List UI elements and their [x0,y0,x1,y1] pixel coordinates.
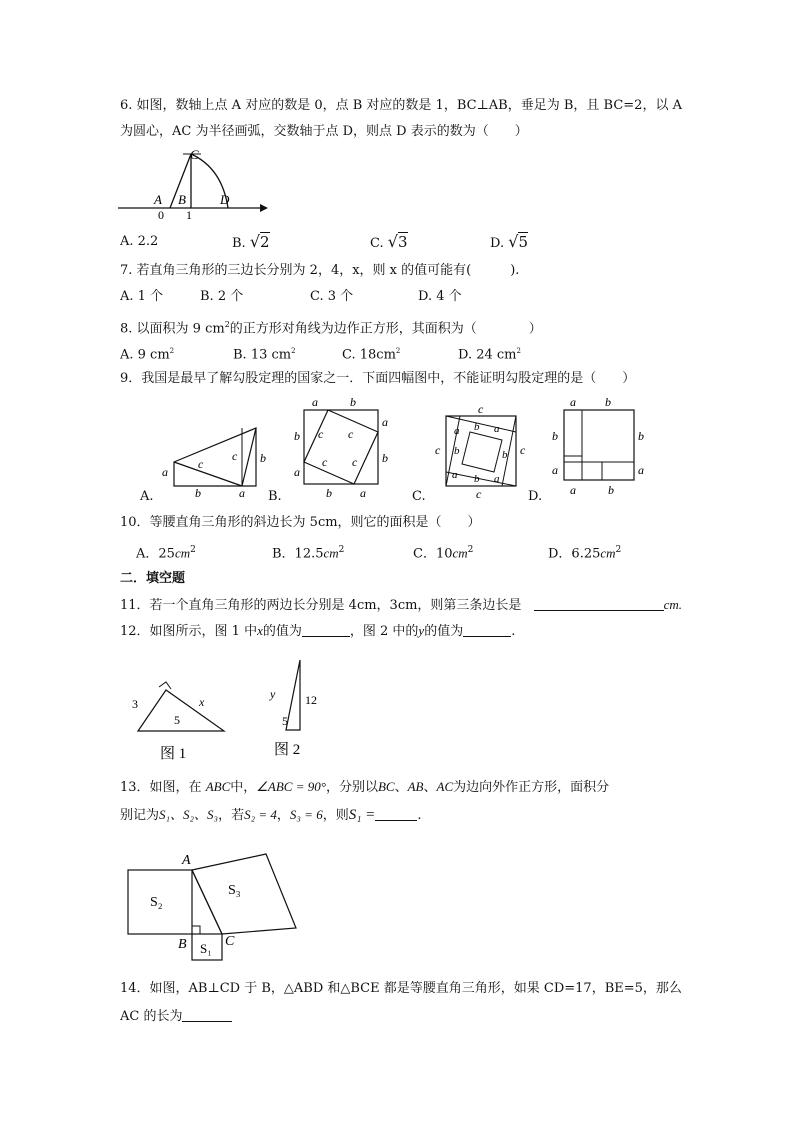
q10-option-c[interactable] [413,541,473,563]
q13-label-S1: S₁ [200,941,212,956]
q12-fig1-label-x: x [199,695,205,709]
q9c-label-c-bottom: c [476,487,482,501]
q13-l1-k: 为边向外作正方形，面积分 [453,780,610,795]
q13-label-S3: S₃ [228,883,241,898]
q13-l1-i: 、 [423,780,437,795]
q9a-label-b2: b [195,486,201,500]
q6-option-c-label: C. [370,236,384,251]
q12-stem [120,622,515,641]
q9b-label-b-bottom: b [326,486,332,500]
q12-fig1-label-3: 3 [132,697,138,711]
q13-l1-h: AB [407,779,424,794]
q6-sqrt-sign: √ [249,232,261,251]
q9c-label-b4: b [474,473,480,485]
q9b-label-a-top: a [312,395,318,409]
q9a-label-a2: a [239,486,245,500]
q9a-label-b1: b [260,451,266,465]
q9c-label-a3: a [452,469,458,481]
q12-fig2-caption: 图 2 [274,742,301,758]
section-2-title: 二．填空题 [120,571,186,586]
q13-l2-f: S₃ = 6 [289,807,323,822]
q9d-label-a-top: a [570,395,576,409]
q10-stem: 10．等腰直角三角形的斜边长为 5cm，则它的面积是（ ） [120,515,481,530]
q8-option-a-sup: 2 [169,347,175,355]
q6-sqrt-sign: √ [508,232,519,251]
q6-option-c[interactable] [370,233,408,253]
q8-option-a[interactable] [120,342,174,364]
q12-answer-blank-1[interactable] [302,622,350,637]
q8-option-c-sup: 2 [395,347,401,355]
q13-l2-d: S₂ = 4 [244,807,277,822]
q13-stem-line2 [120,806,421,825]
q8-stem [120,316,542,338]
q9d-label-a-bottom: a [570,483,576,497]
q14-stem-line2 [120,1007,232,1026]
q6-radicand-5: 5 [518,233,528,251]
q13-l1-e: ，分别以 [325,780,378,795]
q9b-label-b-left: b [294,429,300,443]
q6-label-C: C [190,147,199,162]
q9-figure-a [160,420,270,498]
q6-tick-1: 1 [186,208,192,222]
q10-option-d[interactable] [548,541,621,563]
q7-option-c[interactable]: C. 3 个 [310,289,354,304]
q12-figure-2 [262,656,332,761]
q13-l2-g: ，则 [322,808,349,823]
q13-label-B: B [178,937,187,952]
q9b-label-c4: c [352,455,358,469]
q9a-label-c2: c [232,449,238,463]
q13-l1-b: ABC [205,779,231,794]
q10-option-b-label: B．12.5 [272,546,324,562]
q13-stem-line1 [120,778,609,797]
q10-option-a-sup: 2 [190,545,196,555]
q9c-label-c-top: c [478,402,484,416]
q13-l1-d: ∠ABC = 90° [256,779,326,794]
q10-option-a-label: A．25 [136,546,175,562]
q9c-label-b3: b [502,449,508,461]
q9-option-d[interactable]: D. [528,489,543,504]
q6-number-line-figure [118,148,268,220]
q9b-label-c1: c [318,427,324,441]
q8-option-b[interactable] [233,342,296,364]
q13-label-A: A [182,853,191,868]
q10-option-d-label: D．6.25 [548,546,601,562]
q7-option-d[interactable]: D. 4 个 [418,289,462,304]
q10-option-c-label: C．10 [413,546,453,562]
q13-l2-a: 别记为 [120,808,160,823]
q13-l2-e: ， [276,808,290,823]
q9d-label-b-left: b [552,429,558,443]
q12-answer-blank-2[interactable] [463,622,511,637]
q9-option-c[interactable]: C. [412,489,426,504]
q13-figure [124,850,304,965]
q11-unit: cm. [663,597,682,612]
q11-stem [120,596,682,615]
q9c-label-b1: b [474,421,480,433]
q6-sqrt-sign: √ [387,232,398,251]
q13-l2-b: S₁、S₂、S₃ [159,807,219,822]
q9c-label-c-right: c [520,443,526,457]
q13-l1-g: 、 [394,780,408,795]
q9-figure-c [432,402,532,502]
q13-l2-h: S₁ = [348,807,376,823]
q12-figure-1 [126,682,236,762]
q9c-label-a2: a [494,423,500,435]
q6-option-b[interactable] [232,233,270,253]
q9-figure-d [550,394,650,498]
q9-figure-b [292,394,392,502]
q9b-label-c2: c [348,427,354,441]
q13-l2-c: ，若 [218,808,245,823]
q6-label-A: A [154,192,162,207]
q14-answer-blank[interactable] [182,1007,232,1022]
q10-option-a[interactable] [136,541,196,563]
q12-fig2-label-5: 5 [282,714,288,728]
q10-option-d-sup: 2 [615,545,622,555]
q10-option-c-unit: cm [452,545,468,561]
q9d-label-a-right: a [638,463,644,477]
q9b-label-a-bottom: a [360,486,366,500]
q6-stem-line2: 为圆心，AC 为半径画弧，交数轴于点 D，则点 D 表示的数为（ ） [120,124,528,139]
q6-option-d-label: D. [490,236,505,251]
q12-fig2-label-12: 12 [305,693,317,707]
q8-option-c-label: C. 18cm [342,347,396,363]
q8-option-d-sup: 2 [516,347,521,355]
q9b-label-b-top: b [350,395,356,409]
q12-end: . [511,624,516,639]
q13-l1-f: BC [377,779,395,794]
q9b-label-a-left: a [294,465,300,479]
q9a-label-a: a [162,465,168,479]
q10-option-b-unit: cm [323,545,339,561]
q12-part3: ，图 2 中的 [349,624,419,639]
q6-tick-0: 0 [158,208,164,222]
q12-part2: 的值为 [262,624,302,639]
q12-part4: 的值为 [424,624,464,639]
q13-answer-blank[interactable] [375,806,417,821]
q12-var-x: x [257,623,263,638]
q6-label-D: D [220,192,230,207]
q8-option-d-label: D. 24 cm [458,347,517,363]
q11-answer-blank[interactable] [534,596,664,611]
q13-l1-a: 13．如图，在 [120,780,202,795]
q9c-label-c-left: c [435,443,441,457]
q9c-label-b2: b [454,445,460,457]
q6-radicand-2: 2 [260,233,270,251]
q12-var-y: y [418,623,425,638]
q13-label-S2: S₂ [150,895,163,910]
q6-option-b-label: B. [232,236,246,251]
q12-fig2-label-y: y [270,687,276,701]
q9a-label-c1: c [198,457,204,471]
q8-option-d[interactable] [458,342,521,364]
q8-stem-sup: 2 [224,320,230,329]
q6-option-a[interactable]: A. 2.2 [120,234,159,249]
q13-l1-c: 中， [230,780,257,795]
q9d-label-b-right: b [638,429,644,443]
q6-stem-line1: 6. 如图，数轴上点 A 对应的数是 0，点 B 对应的数是 1，BC⊥AB，垂足为 B，且 BC=2，以 A [120,98,682,113]
q9-stem: 9．我国是最早了解勾股定理的国家之一．下面四幅图中，不能证明勾股定理的是（ ） [120,371,636,386]
q8-stem-part-b: 的正方形对角线为边作正方形，其面积为（ ） [229,321,542,337]
q9-option-b[interactable]: B. [268,489,282,504]
q8-option-c[interactable] [342,342,400,364]
q12-fig1-label-5: 5 [174,713,180,727]
q6-radicand-3: 3 [397,233,408,251]
q14-line2-text: AC 的长为 [120,1009,183,1024]
q9b-label-a-right: a [382,415,388,429]
q7-option-b[interactable]: B. 2 个 [200,289,244,304]
q10-option-b[interactable] [272,541,344,563]
q9c-label-a4: a [494,473,500,485]
q12-fig1-caption: 图 1 [160,746,187,762]
q9-option-a[interactable]: A. [140,489,154,504]
q14-stem-line1: 14．如图，AB⊥CD 于 B，△ABD 和△BCE 都是等腰直角三角形，如果 CD=17，BE=5，那么 [120,981,682,996]
q8-option-a-label: A. 9 cm [120,347,170,363]
q9d-label-b-top: b [605,395,611,409]
q13-label-C: C [225,934,235,949]
q8-stem-part-a: 8. 以面积为 9 cm [120,321,225,337]
q9b-label-b-right: b [382,451,388,465]
q7-option-a[interactable]: A. 1 个 [120,289,164,304]
q9d-label-b-bottom: b [608,483,614,497]
q9c-label-a1: a [454,425,460,437]
q10-option-b-sup: 2 [338,545,345,555]
q11-stem-text: 11．若一个直角三角形的两边长分别是 4cm，3cm，则第三条边长是 [120,598,522,613]
q13-l1-j: AC [436,779,454,794]
q13-end: . [417,808,422,823]
q8-option-b-sup: 2 [291,347,296,355]
q7-stem: 7. 若直角三角形的三边长分别为 2，4，x，则 x 的值可能有( ). [120,263,520,278]
q12-part1: 12．如图所示，图 1 中 [120,624,258,639]
q10-option-d-unit: cm [600,545,616,561]
q9d-label-a-left: a [552,463,558,477]
q9b-label-c3: c [322,455,328,469]
q10-option-a-unit: cm [174,545,191,561]
q10-option-c-sup: 2 [467,545,474,555]
q8-option-b-label: B. 13 cm [233,347,292,363]
q6-label-B: B [178,192,186,207]
q6-option-d[interactable] [490,233,528,253]
